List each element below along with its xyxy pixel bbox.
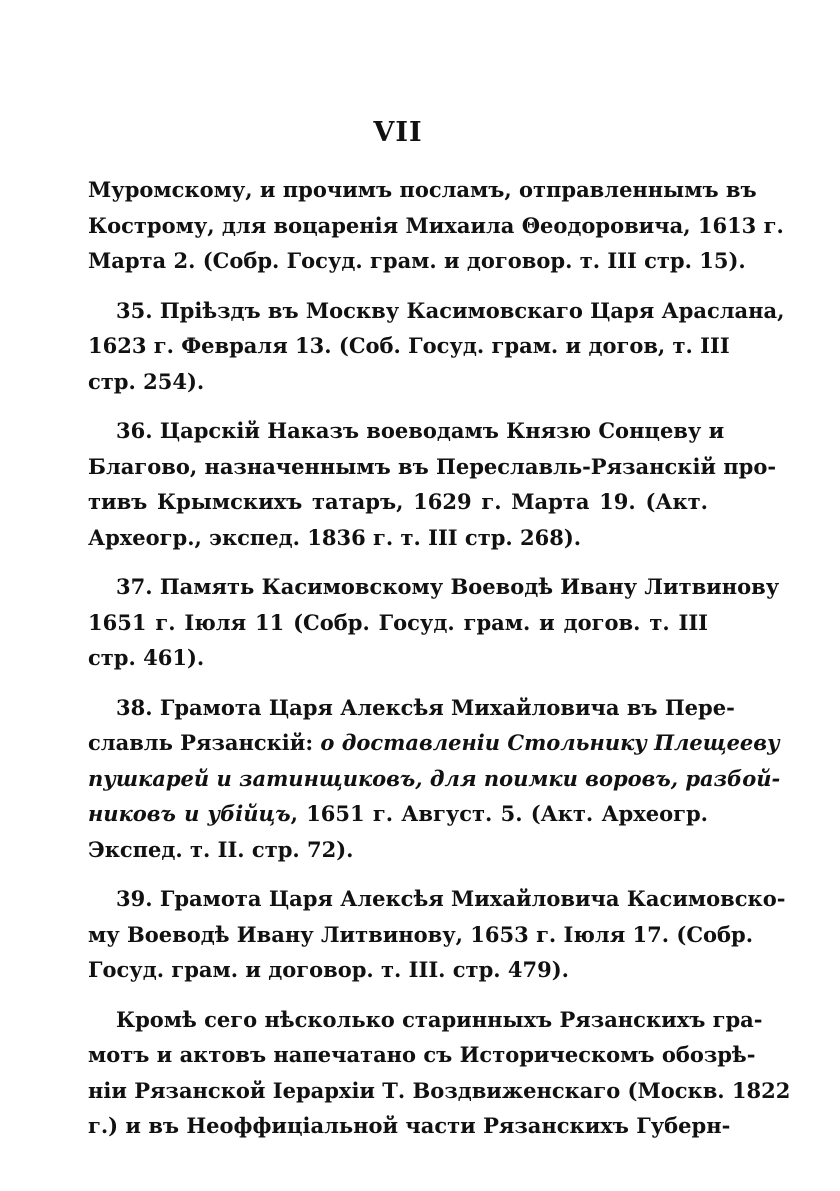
- text-line: 38. Грамота Царя Алексѣя Михайловича въ Пере-: [116, 694, 735, 720]
- text-italic: никовъ и убійцъ: [88, 801, 291, 826]
- text-roman: , 1651 г. Август. 5. (Акт. Археогр.: [290, 801, 708, 826]
- entry-38: [88, 690, 781, 868]
- text-line: [88, 796, 708, 832]
- text-line: стр. 461).: [88, 645, 205, 670]
- text-line: г.) и въ Неоффиціальной части Рязанскихъ Губерн-: [88, 1113, 731, 1138]
- text-line: 37. Память Касимовскому Воеводѣ Ивану Литвинову: [116, 574, 780, 599]
- text-line: 1623 г. Февраля 13. (Соб. Госуд. грам. и догов, т. III: [88, 333, 730, 358]
- entry-37: [88, 569, 780, 676]
- text-line: Госуд. грам. и договор. т. III. стр. 479).: [88, 957, 569, 982]
- text-line: Кромѣ сего нѣсколько старинныхъ Рязанскихъ гра-: [116, 1006, 763, 1032]
- text-line: му Воеводѣ Ивану Литвинову, 1653 г. Іюля 17. (Собр.: [88, 921, 754, 947]
- text-italic: о доставленіи Стольнику Плещееву: [320, 730, 780, 755]
- text-line: стр. 254).: [88, 368, 205, 394]
- entry-36: [88, 413, 777, 555]
- text-line: Кострому, для воцаренія Михаила Θеодоровича, 1613 г.: [88, 212, 784, 238]
- entry-35: [88, 293, 785, 400]
- book-page: [88, 0, 791, 1191]
- text-line: 39. Грамота Царя Алексѣя Михайловича Касимовско-: [116, 886, 786, 911]
- text-line: Археогр., экспед. 1836 г. т. III стр. 268).: [88, 524, 582, 550]
- text-line: ніи Рязанской Іерархіи Т. Воздвиженскаго (Москв. 1822: [88, 1077, 791, 1103]
- text-line: 36. Царскій Наказъ воеводамъ Князю Сонцеву и: [116, 418, 725, 443]
- text-line: 1651 г. Іюля 11 (Собр. Госуд. грам. и догов. т. III: [88, 609, 708, 635]
- text-line: пушкарей и затинщиковъ, для поимки воровъ, разбой-: [88, 765, 781, 791]
- text-line: Благово, назначеннымъ въ Переславль-Рязанскій про-: [88, 453, 777, 479]
- page-number: VII: [373, 117, 423, 148]
- text-line: Экспед. т. II. стр. 72).: [88, 836, 354, 862]
- text-line: Муромскому, и прочимъ посламъ, отправленнымъ въ: [88, 177, 757, 202]
- text-line: мотъ и актовъ напечатано съ Историческомъ обозрѣ-: [88, 1042, 756, 1067]
- paragraph-continuation: [88, 172, 784, 279]
- text-roman: славль Рязанскій:: [88, 730, 321, 755]
- entry-39: [88, 881, 786, 988]
- text-line: [88, 725, 780, 761]
- page-body: [88, 172, 791, 1158]
- text-line: 35. Пріѣздъ въ Москву Касимовскаго Царя Араслана,: [116, 297, 785, 323]
- text-line: тивъ Крымскихъ татаръ, 1629 г. Марта 19. (Акт.: [88, 489, 708, 514]
- text-line: Марта 2. (Собр. Госуд. грам. и договор. т. III стр. 15).: [88, 248, 746, 273]
- closing-paragraph: [88, 1002, 791, 1144]
